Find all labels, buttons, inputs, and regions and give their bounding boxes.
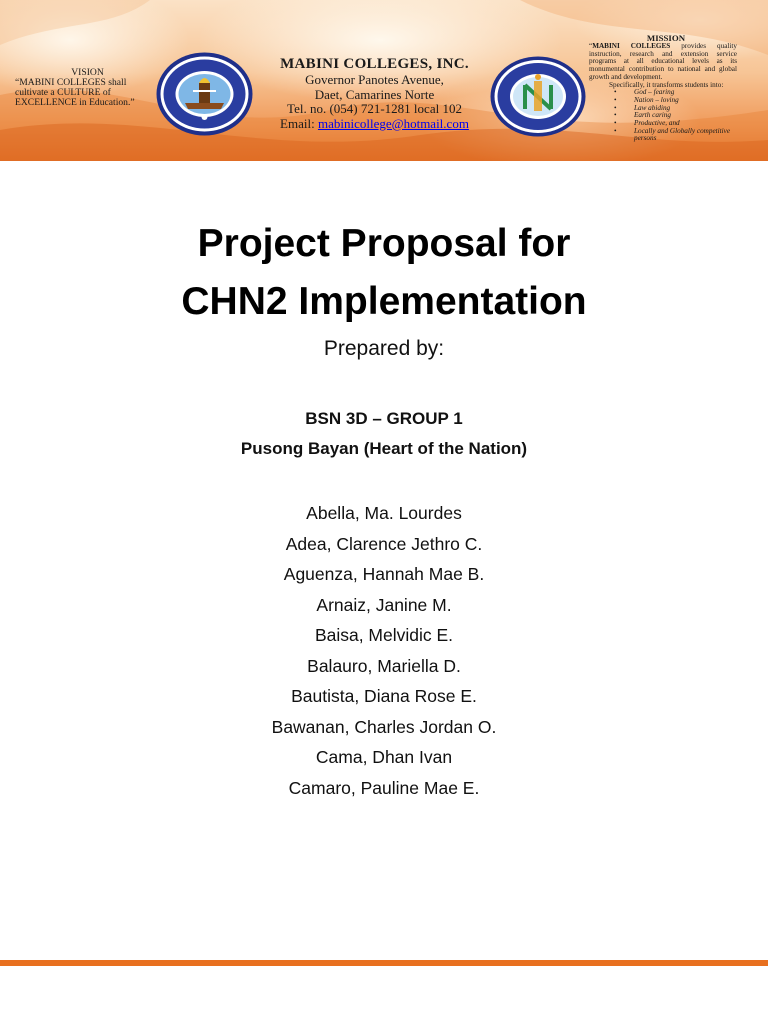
letterhead-banner xyxy=(0,0,768,161)
vision-title: VISION xyxy=(71,67,104,78)
email-label: Email: xyxy=(280,115,318,131)
mission-item: • Law abiding xyxy=(634,105,737,113)
mission-statement xyxy=(589,33,737,143)
school-header xyxy=(262,56,487,131)
member-name: Balauro, Mariella D. xyxy=(307,655,461,676)
group-name: Pusong Bayan (Heart of the Nation) xyxy=(240,439,528,458)
member-name: Cama, Dhan Ivan xyxy=(315,747,453,767)
member-name: Adea, Clarence Jethro C. xyxy=(285,533,483,554)
member-name: Camaro, Pauline Mae E. xyxy=(288,777,480,798)
mission-title: MISSION xyxy=(646,33,686,43)
member-list xyxy=(0,498,768,803)
mission-item: • God – fearing xyxy=(634,89,737,97)
mission-specifically: Specifically, it transforms students into: xyxy=(609,80,724,89)
mission-item: • Earth caring xyxy=(634,112,737,120)
group-label: BSN 3D – GROUP 1 xyxy=(305,409,463,428)
document-title-line-2: CHN2 Implementation xyxy=(181,280,587,323)
address-line-1: Governor Panotes Avenue, xyxy=(305,72,444,87)
mission-text xyxy=(589,43,737,82)
mission-org: MABINI COLLEGES xyxy=(592,42,671,50)
member-name: Arnaiz, Janine M. xyxy=(316,594,452,615)
mission-item: • Productive, and xyxy=(634,120,737,128)
school-name: MABINI COLLEGES, INC. xyxy=(280,56,469,72)
email-line xyxy=(262,117,487,132)
member-name: Aguenza, Hannah Mae B. xyxy=(283,564,485,584)
member-name: Bautista, Diana Rose E. xyxy=(291,686,477,706)
mission-item: • Nation – loving xyxy=(634,97,737,105)
address-line-2: Daet, Camarines Norte xyxy=(314,86,435,102)
school-seal-right xyxy=(489,55,587,138)
mission-body: provides quality instruction, research and extension service programs at all educational levels as its monumental contribution to national and global growth and development. xyxy=(589,42,737,81)
member-name: Baisa, Melvidic E. xyxy=(314,625,454,645)
email-link[interactable]: mabinicollege@hotmail.com xyxy=(317,115,469,131)
footer-divider xyxy=(0,960,768,966)
document-title-line-1: Project Proposal for xyxy=(197,222,571,265)
telephone-number: Tel. no. (054) 721-1281 local 102 xyxy=(287,101,462,116)
member-name: Abella, Ma. Lourdes xyxy=(306,503,462,523)
vision-text: “MABINI COLLEGES shall cultivate a CULTURE of EXCELLENCE in Education.” xyxy=(15,77,135,108)
member-name: Bawanan, Charles Jordan O. xyxy=(271,716,497,737)
prepared-by-label: Prepared by: xyxy=(323,337,445,360)
mission-quote: “ xyxy=(589,42,593,50)
school-seal-left xyxy=(155,51,254,137)
mission-list xyxy=(589,89,737,143)
vision-statement xyxy=(15,68,150,108)
mission-item: • Locally and Globally competitive persons xyxy=(634,128,737,143)
